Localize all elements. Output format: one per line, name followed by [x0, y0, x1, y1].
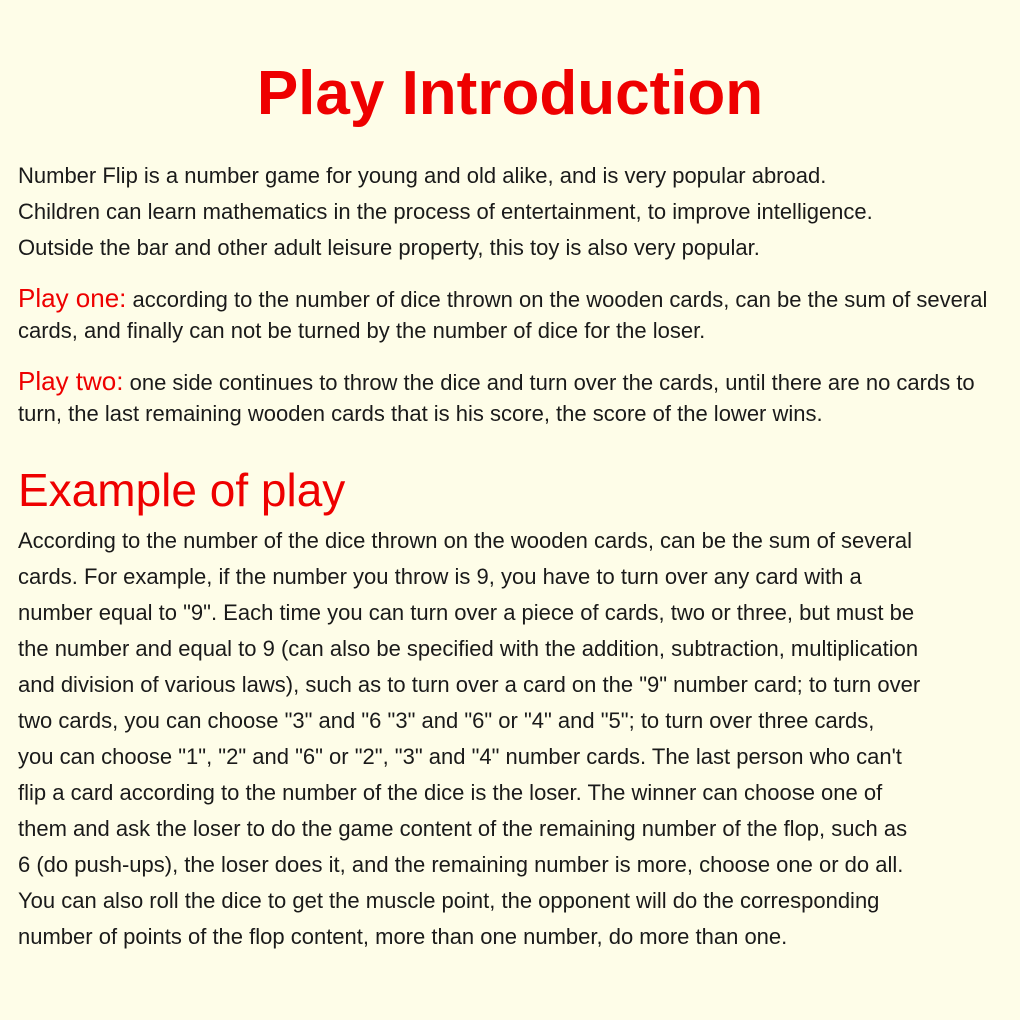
page-title: Play Introduction [256, 59, 764, 128]
play-one-label: Play one: [18, 283, 127, 313]
example-heading: Example of play [18, 464, 346, 516]
intro-line: Outside the bar and other adult leisure property, this toy is also very popular. [18, 235, 760, 260]
play-one-text: according to the number of dice thrown on the wooden cards, can be the sum of several cards, and finally can not be turned by the number of dice for the loser. [18, 287, 988, 343]
example-line: two cards, you can choose "3" and "6 "3" and "6" or "4" and "5"; to turn over three cards, [18, 708, 875, 733]
example-line: them and ask the loser to do the game content of the remaining number of the flop, such as [18, 816, 908, 841]
play-two-label: Play two: [18, 366, 124, 396]
example-line: number of points of the flop content, more than one number, do more than one. [18, 924, 788, 949]
example-line: and division of various laws), such as to turn over a card on the "9" number card; to turn over [18, 672, 921, 697]
example-line: cards. For example, if the number you throw is 9, you have to turn over any card with a [18, 564, 862, 589]
example-line: 6 (do push-ups), the loser does it, and the remaining number is more, choose one or do all. [18, 852, 904, 877]
example-line: You can also roll the dice to get the muscle point, the opponent will do the corresponding [18, 888, 880, 913]
example-line: you can choose "1", "2" and "6" or "2", "3" and "4" number cards. The last person who can't [18, 744, 902, 769]
play-two-paragraph [18, 366, 1008, 429]
example-line: According to the number of the dice thrown on the wooden cards, can be the sum of several [18, 528, 912, 553]
intro-paragraph [18, 158, 1008, 266]
example-line: flip a card according to the number of the dice is the loser. The winner can choose one of [18, 780, 883, 805]
intro-line: Children can learn mathematics in the process of entertainment, to improve intelligence. [18, 199, 873, 224]
intro-line: Number Flip is a number game for young and old alike, and is very popular abroad. [18, 163, 827, 188]
example-paragraph [18, 523, 1008, 955]
example-line: the number and equal to 9 (can also be specified with the addition, subtraction, multiplication [18, 636, 919, 661]
play-one-paragraph [18, 283, 1008, 346]
example-line: number equal to "9". Each time you can turn over a piece of cards, two or three, but must be [18, 600, 915, 625]
play-two-text: one side continues to throw the dice and turn over the cards, until there are no cards to turn, the last remaining wooden cards that is his score, the score of the lower wins. [18, 370, 975, 426]
